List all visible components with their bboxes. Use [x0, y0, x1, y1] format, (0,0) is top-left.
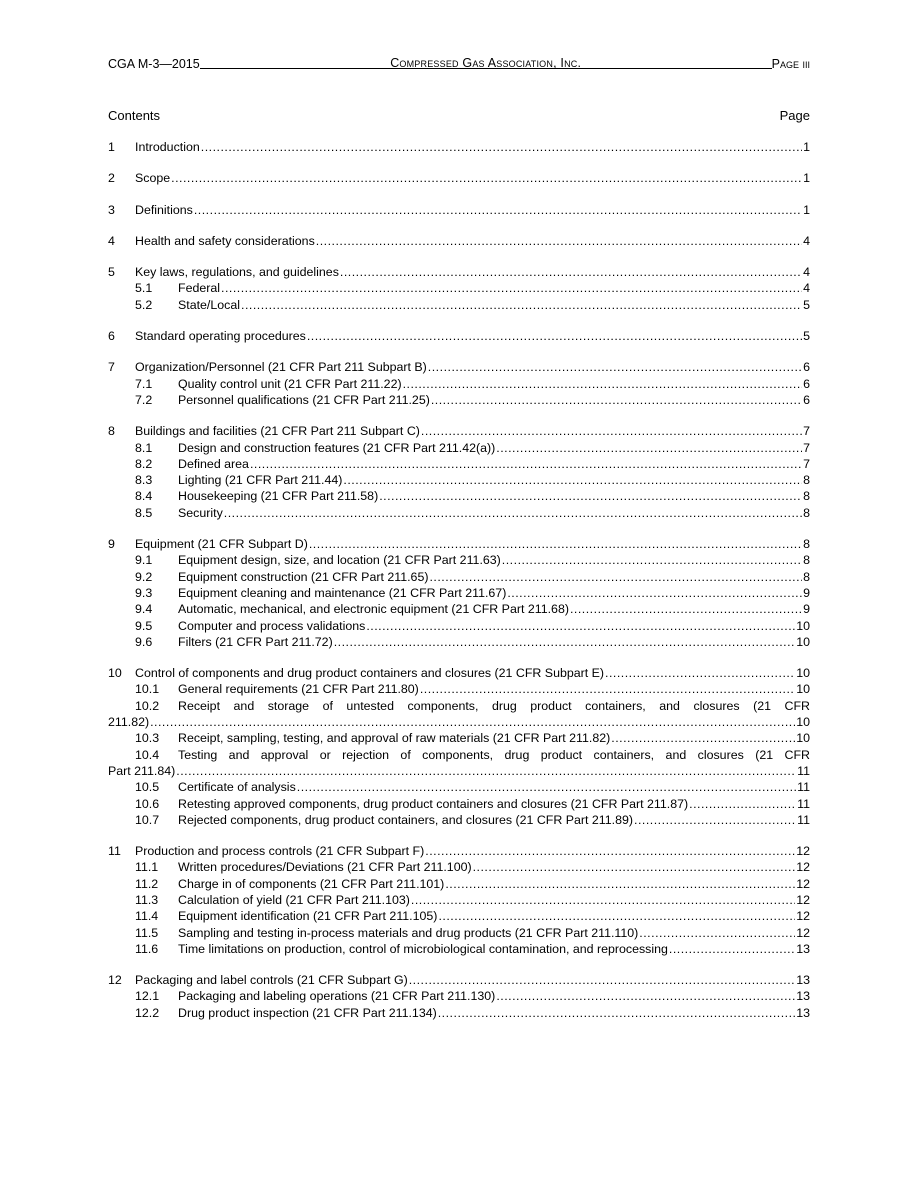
toc-subsection-entry[interactable]: [108, 585, 810, 601]
dot-leader: [316, 233, 802, 249]
dot-leader: [171, 170, 802, 186]
toc-section-entry[interactable]: [108, 170, 810, 186]
subsection-number: 9.4: [135, 602, 153, 617]
dot-leader: [473, 859, 796, 875]
toc-subsection-entry[interactable]: [108, 280, 810, 296]
dot-leader: [605, 665, 795, 681]
dot-leader: [445, 876, 795, 892]
toc-subsection-entry[interactable]: [108, 859, 810, 875]
subsection-title: Equipment identification (21 CFR Part 211.105): [178, 909, 438, 924]
dot-leader: [634, 812, 796, 828]
toc-subsection-entry[interactable]: [108, 876, 810, 892]
subsection-title: Written procedures/Deviations (21 CFR Part 211.100): [178, 860, 472, 875]
subsection-title: Equipment cleaning and maintenance (21 CFR Part 211.67): [178, 585, 507, 600]
section-page: 1: [803, 202, 810, 217]
subsection-page: 8: [803, 569, 810, 584]
dot-leader: [334, 634, 796, 650]
section-number: 5: [108, 265, 115, 280]
subsection-title: Equipment construction (21 CFR Part 211.65): [178, 569, 429, 584]
subsection-title: Federal: [178, 281, 221, 296]
subsection-page: 12: [796, 892, 810, 907]
toc-section-entry[interactable]: [108, 359, 810, 375]
section-page: 12: [796, 844, 810, 859]
dot-leader: [194, 202, 802, 218]
subsection-page: 8: [803, 505, 810, 520]
subsection-page: 11: [797, 796, 810, 811]
subsection-title-continued: Part 211.84): [108, 763, 176, 778]
section-number: 8: [108, 424, 115, 439]
section-page: 8: [803, 537, 810, 552]
toc-section-entry[interactable]: [108, 328, 810, 344]
dot-leader: [421, 423, 802, 439]
subsection-title: Computer and process validations: [178, 618, 366, 633]
toc-subsection-entry[interactable]: [108, 569, 810, 585]
section-title: Organization/Personnel (21 CFR Part 211 Subpart B): [135, 360, 427, 375]
subsection-title: Receipt and storage of untested components, drug product containers, and closures (21 CFR: [178, 698, 810, 713]
subsection-page: 8: [803, 489, 810, 504]
subsection-title: Quality control unit (21 CFR Part 211.22): [178, 376, 402, 391]
page-header: [108, 55, 810, 71]
subsection-number: 10.2: [135, 698, 160, 713]
subsection-number: 11.6: [135, 941, 159, 956]
subsection-number: 7.1: [135, 376, 153, 391]
subsection-page: 6: [803, 392, 810, 407]
toc-subsection-entry[interactable]: [108, 392, 810, 408]
toc-subsection-entry[interactable]: [108, 681, 810, 697]
subsection-title: Retesting approved components, drug product containers and closures (21 CFR Part 211.87): [178, 796, 689, 811]
dot-leader: [250, 456, 802, 472]
subsection-number: 12.1: [135, 989, 160, 1004]
publisher-name: Compressed Gas Association, Inc.: [390, 56, 582, 70]
toc-subsection-entry[interactable]: [108, 1005, 810, 1021]
subsection-number: 11.4: [135, 909, 159, 924]
section-title: Introduction: [135, 140, 200, 154]
subsection-page: 12: [796, 876, 810, 891]
subsection-number: 5.2: [135, 297, 153, 312]
subsection-title: Testing and approval or rejection of components, drug product containers, and closures (21 CFR: [178, 747, 810, 762]
subsection-number: 9.2: [135, 569, 153, 584]
section-number: 4: [108, 233, 115, 248]
toc-section-entry[interactable]: [108, 202, 810, 218]
doc-id: CGA M-3—2015: [108, 57, 200, 71]
subsection-title: General requirements (21 CFR Part 211.80): [178, 682, 419, 697]
dot-leader: [340, 264, 802, 280]
subsection-number: 10.1: [135, 682, 160, 697]
dot-leader: [221, 280, 802, 296]
dot-leader: [429, 569, 802, 585]
header-rule: [200, 56, 772, 69]
subsection-number: 8.5: [135, 505, 153, 520]
dot-leader: [403, 376, 803, 392]
toc-subsection-entry[interactable]: [108, 297, 810, 313]
toc-subsection-entry[interactable]: [108, 908, 810, 924]
toc-subsection-entry[interactable]: [108, 472, 810, 488]
subsection-number: 12.2: [135, 1005, 160, 1020]
subsection-number: 8.4: [135, 489, 153, 504]
subsection-first-line: [135, 698, 810, 714]
subsection-page: 7: [803, 456, 810, 471]
section-page: 4: [803, 233, 810, 248]
dot-leader: [224, 505, 802, 521]
section-page: 6: [803, 360, 810, 375]
subsection-page: 6: [803, 376, 810, 391]
toc-subsection-entry[interactable]: [108, 812, 810, 828]
dot-leader: [379, 488, 802, 504]
toc-section-entry[interactable]: [108, 843, 810, 859]
toc-section-entry[interactable]: [108, 665, 810, 681]
dot-leader: [150, 714, 795, 730]
subsection-page: 8: [803, 553, 810, 568]
subsection-number: 7.2: [135, 392, 153, 407]
subsection-title: Time limitations on production, control of microbiological contamination, and reprocessing: [178, 941, 668, 956]
dot-leader: [438, 908, 795, 924]
dot-leader: [428, 359, 802, 375]
subsection-page: 12: [796, 925, 810, 940]
subsection-continuation: [108, 763, 810, 779]
toc-subsection-entry[interactable]: [108, 634, 810, 650]
subsection-page: 10: [796, 634, 810, 649]
subsection-number: 11.3: [135, 892, 159, 907]
dot-leader: [669, 941, 795, 957]
dot-leader: [425, 843, 795, 859]
subsection-page: 11: [797, 812, 810, 827]
dot-leader: [409, 972, 795, 988]
subsection-page: 13: [796, 1005, 810, 1020]
subsection-page: 5: [803, 297, 810, 312]
contents-heading: [108, 108, 810, 123]
toc-subsection-entry[interactable]: [108, 488, 810, 504]
dot-leader: [420, 681, 795, 697]
dot-leader: [343, 472, 802, 488]
subsection-title: State/Local: [178, 297, 240, 312]
dot-leader: [201, 139, 802, 155]
section-number: 7: [108, 360, 115, 375]
subsection-page: 12: [796, 909, 810, 924]
subsection-page: 13: [796, 989, 810, 1004]
dot-leader: [176, 763, 796, 779]
subsection-title: Charge in of components (21 CFR Part 211.101): [178, 876, 445, 891]
section-page: 1: [803, 140, 810, 154]
contents-label: Contents: [108, 108, 161, 123]
section-number: 10: [108, 666, 122, 681]
section-number: 9: [108, 537, 115, 552]
dot-leader: [639, 925, 795, 941]
subsection-number: 9.3: [135, 585, 153, 600]
section-number: 12: [108, 973, 122, 988]
section-page: 4: [803, 265, 810, 280]
toc-subsection-entry[interactable]: [108, 376, 810, 392]
subsection-number: 10.5: [135, 780, 160, 795]
subsection-number: 5.1: [135, 281, 153, 296]
dot-leader: [307, 328, 802, 344]
toc-section-entry[interactable]: [108, 972, 810, 988]
subsection-number: 10.4: [135, 747, 160, 762]
subsection-title: Automatic, mechanical, and electronic equipment (21 CFR Part 211.68): [178, 602, 569, 617]
subsection-page: 9: [803, 585, 810, 600]
subsection-page: 10: [796, 731, 810, 746]
section-page: 5: [803, 329, 810, 344]
subsection-title: Sampling and testing in-process materials and drug products (21 CFR Part 211.110): [178, 925, 639, 940]
section-number: 6: [108, 329, 115, 344]
toc-subsection-entry[interactable]: [108, 505, 810, 521]
toc-section-entry[interactable]: [108, 536, 810, 552]
section-title: Equipment (21 CFR Subpart D): [135, 537, 308, 552]
section-number: 11: [108, 844, 121, 859]
subsection-continuation: [108, 714, 810, 730]
subsection-page: 11: [797, 763, 810, 778]
subsection-title: Personnel qualifications (21 CFR Part 211.25): [178, 392, 430, 407]
subsection-title: Defined area: [178, 456, 249, 471]
subsection-number: 10.3: [135, 731, 160, 746]
dot-leader: [438, 1005, 795, 1021]
toc-subsection-entry[interactable]: [108, 892, 810, 908]
subsection-number: 11.5: [135, 925, 159, 940]
subsection-number: 9.5: [135, 618, 153, 633]
subsection-page: 10: [796, 682, 810, 697]
dot-leader: [507, 585, 802, 601]
toc-subsection-entry[interactable]: [108, 698, 810, 731]
subsection-number: 10.6: [135, 796, 160, 811]
subsection-number: 10.7: [135, 812, 160, 827]
subsection-page: 7: [803, 440, 810, 455]
toc-section-entry[interactable]: [108, 233, 810, 249]
dot-leader: [502, 552, 802, 568]
section-title: Production and process controls (21 CFR Subpart F): [135, 844, 425, 859]
toc-subsection-entry[interactable]: [108, 925, 810, 941]
subsection-page: 13: [796, 941, 810, 956]
subsection-title: Calculation of yield (21 CFR Part 211.103): [178, 892, 410, 907]
dot-leader: [496, 440, 802, 456]
page-number: Page iii: [771, 57, 810, 71]
subsection-first-line: [135, 747, 810, 763]
subsection-number: 11.2: [135, 876, 159, 891]
subsection-title: Packaging and labeling operations (21 CFR Part 211.130): [178, 989, 496, 1004]
toc-subsection-entry[interactable]: [108, 796, 810, 812]
section-title: Standard operating procedures: [135, 329, 306, 344]
subsection-title: Housekeeping (21 CFR Part 211.58): [178, 489, 379, 504]
section-title: Buildings and facilities (21 CFR Part 211 Subpart C): [135, 424, 420, 439]
section-number: 2: [108, 171, 115, 186]
subsection-page: 9: [803, 602, 810, 617]
toc-subsection-entry[interactable]: [108, 747, 810, 780]
subsection-page: 4: [803, 281, 810, 296]
section-title: Control of components and drug product containers and closures (21 CFR Subpart E): [135, 666, 605, 681]
section-title: Health and safety considerations: [135, 233, 315, 248]
subsection-number: 9.1: [135, 553, 153, 568]
toc-section-entry[interactable]: [108, 139, 810, 155]
toc-subsection-entry[interactable]: [108, 456, 810, 472]
subsection-page: 12: [796, 860, 810, 875]
toc-subsection-entry[interactable]: [108, 779, 810, 795]
subsection-title: Rejected components, drug product containers, and closures (21 CFR Part 211.89): [178, 812, 634, 827]
section-page: 1: [803, 171, 810, 186]
toc-section-entry[interactable]: [108, 264, 810, 280]
subsection-title: Equipment design, size, and location (21 CFR Part 211.63): [178, 553, 501, 568]
subsection-title: Certificate of analysis: [178, 780, 296, 795]
subsection-title: Security: [178, 505, 223, 520]
section-number: 3: [108, 202, 115, 217]
subsection-page: 10: [796, 715, 810, 730]
subsection-title: Lighting (21 CFR Part 211.44): [178, 473, 343, 488]
subsection-title: Drug product inspection (21 CFR Part 211.134): [178, 1005, 437, 1020]
subsection-number: 8.2: [135, 456, 153, 471]
toc-subsection-entry[interactable]: [108, 618, 810, 634]
section-title: Key laws, regulations, and guidelines: [135, 265, 339, 280]
subsection-number: 8.1: [135, 440, 153, 455]
dot-leader: [431, 392, 802, 408]
section-title: Scope: [135, 171, 171, 186]
subsection-title: Receipt, sampling, testing, and approval of raw materials (21 CFR Part 211.82): [178, 731, 611, 746]
section-page: 7: [803, 424, 810, 439]
section-number: 1: [108, 140, 115, 154]
subsection-title: Filters (21 CFR Part 211.72): [178, 634, 333, 649]
toc-subsection-entry[interactable]: [108, 440, 810, 456]
toc-subsection-entry[interactable]: [108, 601, 810, 617]
section-title: Definitions: [135, 202, 193, 217]
subsection-page: 8: [803, 473, 810, 488]
toc-subsection-entry[interactable]: [108, 988, 810, 1004]
subsection-title: Design and construction features (21 CFR Part 211.42(a)): [178, 440, 496, 455]
dot-leader: [366, 618, 795, 634]
toc-subsection-entry[interactable]: [108, 941, 810, 957]
section-page: 10: [796, 666, 810, 681]
subsection-title-continued: 211.82): [108, 715, 150, 730]
dot-leader: [611, 730, 795, 746]
dot-leader: [570, 601, 802, 617]
toc-section-entry[interactable]: [108, 423, 810, 439]
toc-subsection-entry[interactable]: [108, 552, 810, 568]
dot-leader: [411, 892, 795, 908]
subsection-page: 11: [797, 780, 810, 795]
toc-subsection-entry[interactable]: [108, 730, 810, 746]
dot-leader: [689, 796, 796, 812]
table-of-contents: [108, 139, 810, 1021]
subsection-page: 10: [796, 618, 810, 633]
section-title: Packaging and label controls (21 CFR Subpart G): [135, 973, 408, 988]
dot-leader: [496, 988, 795, 1004]
subsection-number: 9.6: [135, 634, 153, 649]
dot-leader: [297, 779, 796, 795]
subsection-number: 11.1: [135, 860, 159, 875]
dot-leader: [241, 297, 802, 313]
subsection-number: 8.3: [135, 473, 153, 488]
section-page: 13: [796, 973, 810, 988]
page-column-label: Page: [779, 108, 810, 123]
dot-leader: [309, 536, 802, 552]
